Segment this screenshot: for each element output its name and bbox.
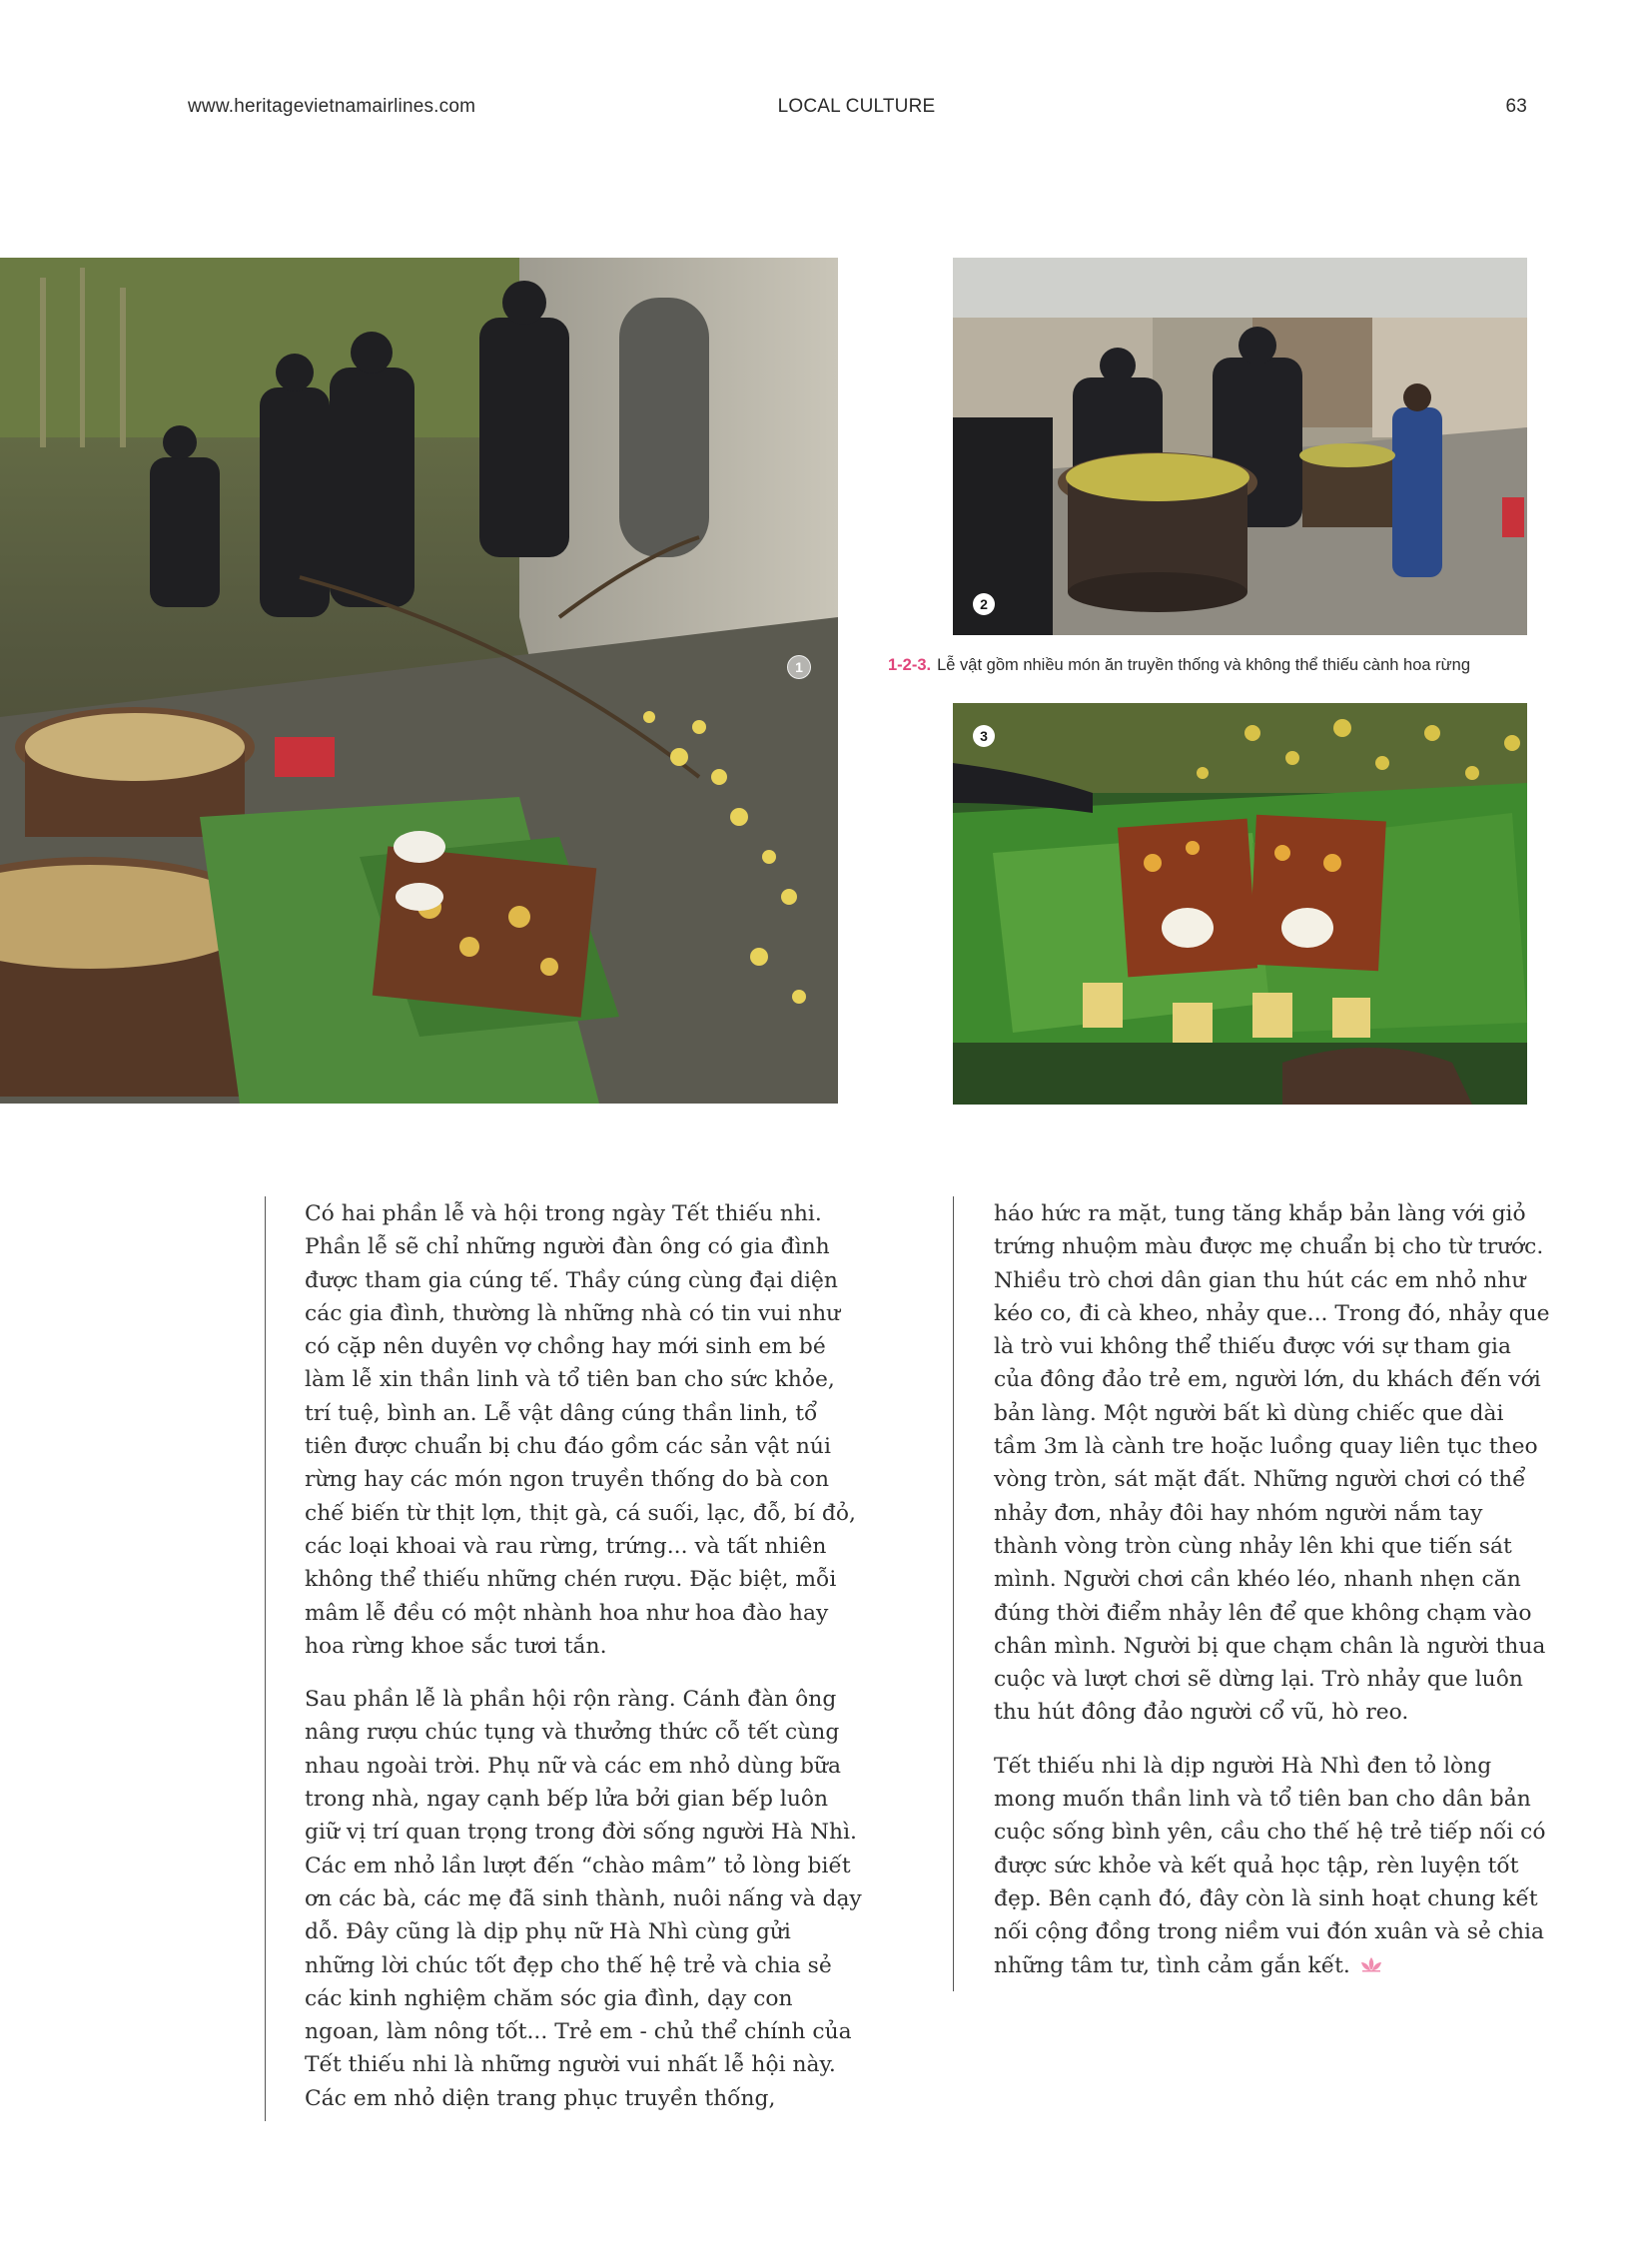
article-column-left [305,1197,864,2135]
article-paragraph: háo hức ra mặt, tung tăng khắp bản làng với giỏ trứng nhuộm màu được mẹ chuẩn bị cho từ trước. Nhiều trò chơi dân gian thu hút các em nhỏ như kéo co, đi cà kheo, nhảy que... Trong đó, nhảy que là trò vui không thể thiếu được với sự tham gia của đông đảo trẻ em, người lớn, du khách đến với bản làng. Một người bất kì dùng chiếc que dài tầm 3m là cành tre hoặc luồng quay liên tục theo vòng tròn, sát mặt đất. Những người chơi có thể nhảy đơn, nhảy đôi hay nhóm người nắm tay thành vòng tròn cùng nhảy lên khi que tiến sát mình. Người chơi cần khéo léo, nhanh nhẹn căn đúng thời điểm nhảy lên để que không chạm vào chân mình. Người bị que chạm chân là người thua cuộc và lượt chơi sẽ dừng lại. Trò nhảy que luôn thu hút đông đảo người cổ vũ, hò reo. [994,1201,1550,1726]
article-paragraph-final [994,1750,1553,1982]
section-title: LOCAL CULTURE [777,96,936,117]
caption-number: 1-2-3. [888,656,932,674]
website-url: www.heritagevietnamairlines.com [188,96,476,117]
page-number: 63 [1505,96,1527,117]
photo-number-badge-1: 1 [787,655,811,679]
photo-number-badge-2: 2 [973,593,995,615]
article-paragraph: Có hai phần lễ và hội trong ngày Tết thiếu nhi. Phần lễ sẽ chỉ những người đàn ông có gia đình được tham gia cúng tế. Thầy cúng cùng đại diện các gia đình, thường là những nhà có tin vui như có cặp nên duyên vợ chồng hay mới sinh em bé làm lễ xin thần linh và tổ tiên ban cho sức khỏe, trí tuệ, bình an. Lễ vật dâng cúng thần linh, tổ tiên được chuẩn bị chu đáo gồm các sản vật núi rừng hay các món ngon truyền thống do bà con chế biến từ thịt lợn, thịt gà, cá suối, lạc, đỗ, bí đỏ, các loại khoai và rau rừng, trứng... và tất nhiên không thể thiếu những chén rượu. Đặc biệt, mỗi mâm lễ đều có một nhành hoa như hoa đào hay hoa rừng khoe sắc tươi tắn. [305,1201,856,1659]
article-column-right [994,1197,1553,2002]
photo-number-badge-3: 3 [973,725,995,747]
caption-text: Lễ vật gồm nhiều món ăn truyền thống và không thể thiếu cành hoa rừng [937,656,1471,674]
article-paragraph-text: Tết thiếu nhi là dịp người Hà Nhì đen tỏ lòng mong muốn thần linh và tổ tiên ban cho dân bản cuộc sống bình yên, cầu cho thế hệ trẻ tiếp nối có được sức khỏe và kết quả học tập, rèn luyện tốt đẹp. Bên cạnh đó, đây còn là sinh hoạt chung kết nối cộng đồng trong niềm vui đón xuân và sẻ chia những tâm tư, tình cảm gắn kết. [994,1753,1546,1978]
column-rule-left [265,1196,266,2121]
photo-caption [888,656,1527,675]
photo-offering-trays [0,258,838,1104]
article-paragraph: Sau phần lễ là phần hội rộn ràng. Cánh đàn ông nâng rượu chúc tụng và thưởng thức cỗ tết cùng nhau ngoài trời. Phụ nữ và các em nhỏ dùng bữa trong nhà, ngay cạnh bếp lửa bởi gian bếp luôn giữ vị trí quan trọng trong đời sống người Hà Nhì. Các em nhỏ lần lượt đến “chào mâm” tỏ lòng biết ơn các bà, các mẹ đã sinh thành, nuôi nấng và dạy dỗ. Đây cũng là dịp phụ nữ Hà Nhì cùng gửi những lời chúc tốt đẹp cho thế hệ trẻ và chia sẻ các kinh nghiệm chăm sóc gia đình, dạy con ngoan, làm nông tốt... Trẻ em - chủ thể chính của Tết thiếu nhi là những người vui nhất lễ hội này. Các em nhỏ diện trang phục truyền thống, [305,1687,862,2111]
photo-men-carrying-baskets [953,258,1527,635]
column-rule-right [953,1196,954,1991]
photo-offering-boards [953,703,1527,1105]
lotus-icon [1358,1949,1384,1982]
